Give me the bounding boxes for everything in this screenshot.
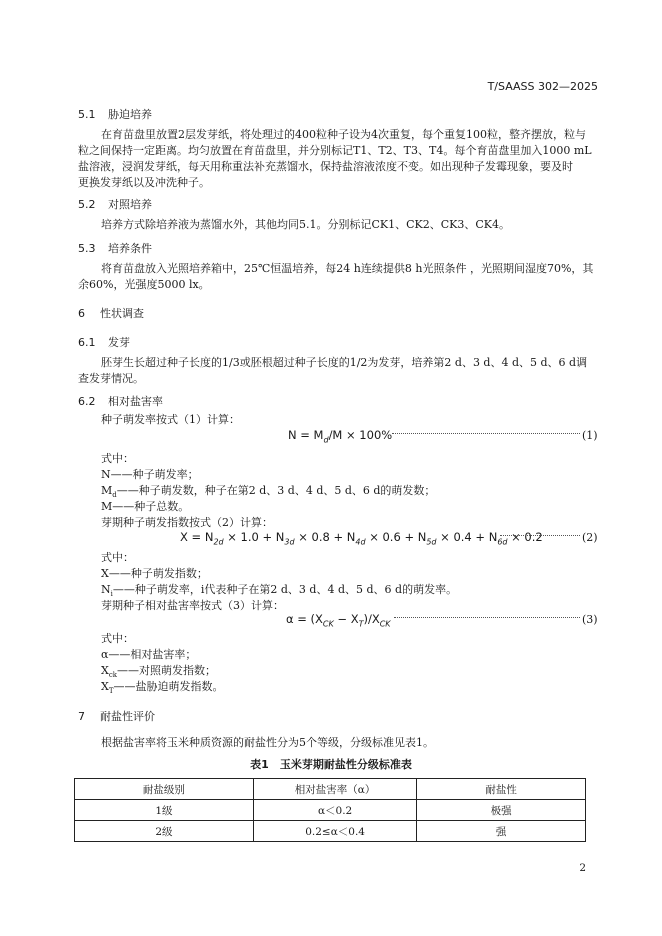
section-number: 7 bbox=[78, 710, 85, 723]
page-number: 2 bbox=[579, 862, 586, 874]
definition-line: M——种子总数。 bbox=[101, 500, 190, 513]
formula-1 bbox=[288, 428, 392, 444]
section-number: 6 bbox=[78, 307, 85, 320]
formula-2 bbox=[180, 530, 543, 546]
formula-subscript: 4d bbox=[355, 537, 366, 547]
section-number: 6.2 bbox=[78, 395, 96, 408]
symbol: X bbox=[101, 664, 109, 677]
dot-leader bbox=[500, 535, 580, 536]
definition-text: ——盐胁迫萌发指数。 bbox=[113, 680, 224, 693]
paragraph-line: 式中： bbox=[101, 551, 134, 564]
paragraph-line: 式中： bbox=[101, 452, 134, 465]
symbol: M bbox=[101, 484, 113, 497]
paragraph-line: 芽期种子萌发指数按式（2）计算： bbox=[101, 516, 273, 529]
formula-text: × 1.0 + N bbox=[223, 530, 285, 544]
formula-subscript: CK bbox=[379, 619, 391, 629]
formula-subscript: d bbox=[323, 435, 329, 445]
formula-text: × 0.2 bbox=[507, 530, 543, 544]
table-cell: 2级 bbox=[75, 821, 254, 842]
symbol-subscript: T bbox=[108, 687, 114, 696]
paragraph-line: 胚芽生长超过种子长度的1/3或胚根超过种子长度的1/2为发芽，培养第2 d、3 d、4 d、5 d、6 d调 bbox=[101, 356, 588, 369]
section-title: 培养条件 bbox=[108, 242, 152, 255]
paragraph-line: 根据盐害率将玉米种质资源的耐盐性分为5个等级，分级标准见表1。 bbox=[101, 736, 434, 749]
paragraph-line: 盐溶液，浸润发芽纸，每天用称重法补充蒸馏水，保持盐溶液浓度不变。如出现种子发霉现象，要及时 bbox=[78, 160, 573, 173]
formula-subscript: 3d bbox=[284, 537, 295, 547]
dot-leader bbox=[392, 433, 580, 434]
dot-leader bbox=[394, 617, 580, 618]
table-row bbox=[75, 800, 586, 821]
symbol: X bbox=[101, 680, 109, 693]
table-cell: α＜0.2 bbox=[253, 800, 417, 821]
table-caption: 表1 玉米芽期耐盐性分级标准表 bbox=[250, 758, 412, 771]
grading-table bbox=[74, 778, 586, 842]
section-title: 胁迫培养 bbox=[108, 108, 152, 121]
section-heading-5-2 bbox=[78, 196, 152, 212]
definition-line: X——种子萌发指数； bbox=[101, 567, 208, 580]
section-number: 5.3 bbox=[78, 242, 96, 255]
paragraph-line: 种子萌发率按式（1）计算： bbox=[101, 413, 240, 426]
formula-text: × 0.6 + N bbox=[365, 530, 427, 544]
section-number: 6.1 bbox=[78, 336, 96, 349]
formula-subscript: 5d bbox=[426, 537, 437, 547]
section-heading-6-1 bbox=[78, 334, 130, 350]
formula-subscript: 6d bbox=[497, 537, 508, 547]
paragraph-line: 将育苗盘放入光照培养箱中，25℃恒温培养，每24 h连续提供8 h光照条件 ，光照期间湿度70%，其 bbox=[101, 262, 594, 275]
formula-3 bbox=[286, 612, 391, 628]
table-header-row bbox=[75, 779, 586, 800]
formula-text: × 0.4 + N bbox=[436, 530, 498, 544]
formula-subscript: T bbox=[358, 619, 364, 629]
equation-number: (1) bbox=[582, 429, 598, 442]
table-header-cell: 耐盐级别 bbox=[75, 779, 254, 800]
paragraph-line: 余60%，光强度5000 lx。 bbox=[78, 278, 210, 291]
symbol-subscript: d bbox=[112, 491, 117, 500]
definition-text: ——对照萌发指数； bbox=[117, 664, 217, 677]
section-heading-6-2 bbox=[78, 393, 163, 409]
paragraph-line: 芽期种子相对盐害率按式（3）计算： bbox=[101, 599, 284, 612]
section-heading-5-1 bbox=[78, 106, 152, 122]
table-cell: 强 bbox=[417, 821, 586, 842]
equation-number: (2) bbox=[582, 531, 598, 544]
paragraph-line: 查发芽情况。 bbox=[78, 372, 144, 385]
section-title: 对照培养 bbox=[108, 198, 152, 211]
table-header-cell: 耐盐性 bbox=[417, 779, 586, 800]
section-number: 5.1 bbox=[78, 108, 96, 121]
section-title: 发芽 bbox=[108, 336, 130, 349]
formula-text: α = (X bbox=[286, 612, 323, 626]
section-heading-5-3 bbox=[78, 240, 152, 256]
equation-number: (3) bbox=[582, 613, 598, 626]
paragraph-line: 粒之间保持一定距离。均匀放置在育苗盘里，并分别标记T1、T2、T3、T4。每个育苗盘里加入1000 mL bbox=[78, 144, 592, 157]
formula-text: )/X bbox=[363, 612, 380, 626]
section-heading-7 bbox=[78, 708, 155, 724]
formula-text: N = M bbox=[288, 428, 324, 442]
section-title: 相对盐害率 bbox=[108, 395, 163, 408]
table-cell: 1级 bbox=[75, 800, 254, 821]
table-cell: 0.2≤α＜0.4 bbox=[253, 821, 417, 842]
definition-text: ——种子萌发数，种子在第2 d、3 d、4 d、5 d、6 d的萌发数； bbox=[116, 484, 436, 497]
definition-line bbox=[101, 679, 224, 699]
definition-line: α——相对盐害率； bbox=[101, 648, 197, 661]
section-title: 性状调查 bbox=[100, 307, 144, 320]
formula-text: X = N bbox=[180, 530, 214, 544]
symbol: N bbox=[101, 583, 111, 596]
paragraph-line: 更换发芽纸以及冲洗种子。 bbox=[78, 176, 210, 189]
doc-id: T/SAASS 302—2025 bbox=[487, 80, 598, 93]
paragraph-line: 培养方式除培养液为蒸馏水外，其他均同5.1。分别标记CK1、CK2、CK3、CK4。 bbox=[101, 218, 511, 231]
formula-text: × 0.8 + N bbox=[294, 530, 356, 544]
table-row bbox=[75, 821, 586, 842]
definition-line: N——种子萌发率； bbox=[101, 468, 199, 481]
section-title: 耐盐性评价 bbox=[100, 710, 155, 723]
table-cell: 极强 bbox=[417, 800, 586, 821]
definition-text: ——种子萌发率，i代表种子在第2 d、3 d、4 d、5 d、6 d的萌发率。 bbox=[112, 583, 458, 596]
section-heading-6 bbox=[78, 305, 144, 321]
section-number: 5.2 bbox=[78, 198, 96, 211]
formula-subscript: 2d bbox=[213, 537, 224, 547]
formula-text: /M × 100% bbox=[328, 428, 393, 442]
paragraph-line: 式中： bbox=[101, 632, 134, 645]
symbol-subscript: i bbox=[110, 590, 113, 599]
table-header-cell: 相对盐害率（α） bbox=[253, 779, 417, 800]
symbol-subscript: ck bbox=[108, 671, 118, 680]
formula-subscript: CK bbox=[322, 619, 334, 629]
paragraph-line: 在育苗盘里放置2层发芽纸，将处理过的400粒种子设为4次重复，每个重复100粒，整齐摆放，粒与 bbox=[101, 128, 586, 141]
formula-text: − X bbox=[333, 612, 359, 626]
